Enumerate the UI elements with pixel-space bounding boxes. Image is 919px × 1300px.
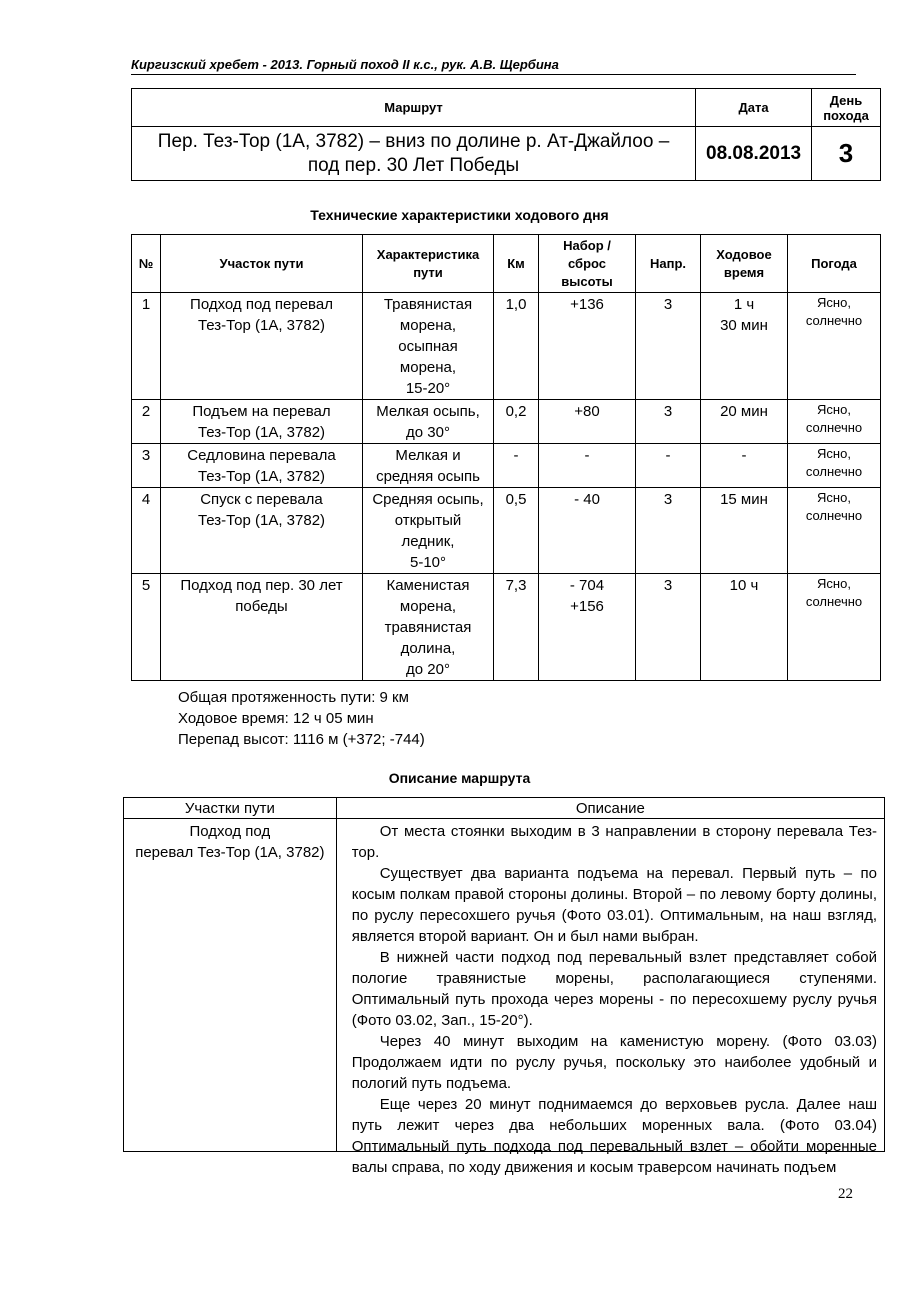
tech-section-title: Технические характеристики ходового дня (310, 207, 609, 223)
row-characteristic-line: Средняя осыпь, (372, 491, 484, 508)
row-elevation-line1: +80 (574, 403, 600, 420)
row-characteristic-line: Мелкая и (395, 447, 461, 464)
tech-col-characteristic-line1: Характеристика (376, 246, 480, 262)
row-characteristic-line: морена, (399, 598, 457, 615)
row-characteristic-line: 15-20° (405, 380, 451, 397)
row-time-line1: 20 мин (720, 403, 768, 420)
description-table (123, 797, 885, 1176)
day-col-header (812, 89, 881, 127)
description-section-title: Описание маршрута (388, 770, 531, 786)
page-header: Киргизский хребет - 2013. Горный поход II к.с., рук. А.В. Щербина (131, 57, 856, 75)
tech-col-km: Км (494, 235, 539, 293)
row-time (701, 400, 788, 444)
row-characteristic-line: ледник, (401, 533, 455, 550)
tech-header-row (132, 235, 881, 293)
description-text (337, 819, 884, 1176)
tech-col-characteristic-line2: пути (413, 264, 443, 280)
day-col-header-line1: День (829, 92, 863, 108)
row-segment (161, 400, 363, 444)
route-name-line1: Пер. Тез-Тор (1А, 3782) – вниз по долине р. Ат-Джайлоо – (157, 130, 670, 152)
description-text-cell (336, 819, 884, 1176)
page-number: 22 (838, 1186, 853, 1202)
route-date: 08.08.2013 (696, 127, 812, 181)
row-num: 3 (132, 444, 161, 488)
tech-col-time-line2: время (723, 264, 765, 280)
row-elevation-line1: - 704 (569, 577, 605, 594)
row-weather-line1: Ясно, (817, 295, 851, 310)
description-segment (124, 819, 337, 1152)
row-weather (788, 444, 881, 488)
description-paragraph: Существует два варианта подъема на перевал. Первый путь – по косым полкам правой стороны долины. Второй – по левому борту долины, по руслу пересохшего ручья (Фото 03.01). Оптимальным, на наш взгляд, является второй вариант. Он и был нами выбран. (351, 865, 877, 945)
route-day-number: 3 (812, 127, 881, 181)
row-segment-line1: Подход под пер. 30 лет (180, 577, 343, 594)
table-row (132, 574, 881, 681)
row-weather (788, 574, 881, 681)
row-elevation-line1: +136 (570, 296, 604, 313)
row-time-line1: 15 мин (720, 491, 768, 508)
row-num: 4 (132, 488, 161, 574)
row-elevation-line2: +156 (570, 598, 604, 615)
tech-col-segment: Участок пути (161, 235, 363, 293)
row-segment (161, 293, 363, 400)
row-time (701, 293, 788, 400)
row-segment-line1: Подъем на перевал (192, 403, 331, 420)
description-paragraph: В нижней части подход под перевальный взлет представляет собой пологие травянистые морены, располагающиеся ступенями. Оптимальный путь прохода через морены - по пересохшему руслу ручья (Фото 03.02, Зап., 15-20°). (351, 949, 877, 1029)
row-characteristic-line: открытый (394, 512, 462, 529)
row-segment-line2: Тез-Тор (1А, 3782) (197, 424, 326, 441)
row-weather (788, 488, 881, 574)
table-row (132, 400, 881, 444)
row-weather-line1: Ясно, (817, 402, 851, 417)
row-direction: 3 (636, 574, 701, 681)
row-weather (788, 400, 881, 444)
date-col-header: Дата (696, 89, 812, 127)
summary-elevation: Перепад высот: 1116 м (+372; -744) (178, 731, 425, 748)
row-elevation (539, 444, 636, 488)
row-elevation-line1: - (584, 447, 590, 464)
tech-col-elevation-line3: высоты (561, 273, 613, 289)
tech-col-elevation (539, 235, 636, 293)
row-weather-line2: солнечно (805, 420, 863, 435)
description-col-description: Описание (336, 798, 884, 819)
row-time-line1: - (741, 447, 747, 464)
row-characteristic-line: средняя осыпь (376, 468, 480, 485)
description-segment-line2: перевал Тез-Тор (1А, 3782) (135, 844, 325, 861)
summary (178, 687, 425, 750)
row-characteristic-line: Травянистая (383, 296, 473, 313)
table-row (124, 819, 885, 1152)
row-time (701, 574, 788, 681)
row-segment-line2: Тез-Тор (1А, 3782) (197, 512, 326, 529)
row-segment-line2: победы (235, 598, 288, 615)
table-row (132, 444, 881, 488)
row-characteristic (363, 444, 494, 488)
row-time (701, 444, 788, 488)
row-weather-line1: Ясно, (817, 490, 851, 505)
row-elevation-line1: - 40 (574, 491, 600, 508)
row-characteristic-line: морена, (399, 359, 457, 376)
row-km: 0,5 (494, 488, 539, 574)
row-elevation (539, 574, 636, 681)
row-direction: 3 (636, 293, 701, 400)
row-time-line2: 30 мин (720, 317, 768, 334)
row-direction: 3 (636, 488, 701, 574)
row-num: 2 (132, 400, 161, 444)
row-segment (161, 488, 363, 574)
row-weather-line2: солнечно (805, 464, 863, 479)
summary-walking-time: Ходовое время: 12 ч 05 мин (178, 710, 374, 727)
row-km: - (494, 444, 539, 488)
row-characteristic (363, 400, 494, 444)
tech-col-num: № (132, 235, 161, 293)
row-segment (161, 574, 363, 681)
row-characteristic-line: до 20° (406, 661, 450, 678)
row-characteristic-line: Мелкая осыпь, (376, 403, 480, 420)
row-direction: 3 (636, 400, 701, 444)
description-paragraph: От места стоянки выходим в 3 направлении в сторону перевала Тез-тор. (351, 823, 877, 861)
row-weather-line2: солнечно (805, 594, 863, 609)
row-weather-line2: солнечно (805, 508, 863, 523)
row-elevation (539, 400, 636, 444)
row-km: 0,2 (494, 400, 539, 444)
tech-col-time-line1: Ходовое (716, 246, 772, 262)
row-direction: - (636, 444, 701, 488)
row-segment-line2: Тез-Тор (1А, 3782) (197, 468, 326, 485)
row-weather-line1: Ясно, (817, 576, 851, 591)
description-header-row (124, 798, 885, 819)
row-time-line1: 10 ч (729, 577, 759, 594)
row-segment-line1: Подход под перевал (190, 296, 333, 313)
tech-col-elevation-line2: сброс (567, 255, 607, 271)
route-name (132, 127, 696, 181)
row-km: 1,0 (494, 293, 539, 400)
description-segment-line1: Подход под (189, 823, 271, 840)
row-weather-line1: Ясно, (817, 446, 851, 461)
row-characteristic (363, 488, 494, 574)
description-paragraph: Через 40 минут выходим на каменистую морену. (Фото 03.03) Продолжаем идти по руслу ручья, поскольку это наиболее удобный и пологий путь подъема. (351, 1033, 877, 1092)
table-row (132, 488, 881, 574)
row-weather-line2: солнечно (805, 313, 863, 328)
row-num: 5 (132, 574, 161, 681)
row-characteristic-line: до 30° (406, 424, 450, 441)
route-col-header: Маршрут (132, 89, 696, 127)
row-segment-line2: Тез-Тор (1А, 3782) (197, 317, 326, 334)
tech-col-time (701, 235, 788, 293)
route-table (131, 88, 881, 181)
row-elevation (539, 293, 636, 400)
row-characteristic-line: 5-10° (409, 554, 447, 571)
tech-col-weather: Погода (788, 235, 881, 293)
row-time-line1: 1 ч (733, 296, 755, 313)
row-characteristic-line: долина, (400, 640, 456, 657)
row-characteristic-line: морена, (399, 317, 457, 334)
summary-total-length: Общая протяженность пути: 9 км (178, 689, 409, 706)
table-row (132, 293, 881, 400)
row-characteristic (363, 293, 494, 400)
tech-col-direction: Напр. (636, 235, 701, 293)
row-characteristic-line: Каменистая (386, 577, 470, 594)
day-col-header-line2: похода (823, 107, 869, 123)
tech-col-elevation-line1: Набор / (563, 237, 611, 253)
tech-table (131, 234, 881, 681)
row-characteristic-line: травянистая (384, 619, 472, 636)
row-characteristic (363, 574, 494, 681)
row-segment-line1: Спуск с перевала (200, 491, 323, 508)
tech-col-characteristic (363, 235, 494, 293)
row-characteristic-line: осыпная (398, 338, 458, 355)
route-name-line2: под пер. 30 Лет Победы (307, 154, 520, 176)
description-paragraph: Еще через 20 минут поднимаемся до верховьев русла. Далее наш путь лежит через два небольших моренных вала. (Фото 03.04) Оптимальный путь подхода под перевальный взлет – обойти моренные валы справа, по ходу движения и косым траверсом начинать подъем (351, 1096, 877, 1176)
row-num: 1 (132, 293, 161, 400)
row-elevation (539, 488, 636, 574)
row-weather (788, 293, 881, 400)
row-time (701, 488, 788, 574)
row-segment (161, 444, 363, 488)
description-col-segments: Участки пути (124, 798, 337, 819)
row-km: 7,3 (494, 574, 539, 681)
row-segment-line1: Седловина перевала (187, 447, 336, 464)
